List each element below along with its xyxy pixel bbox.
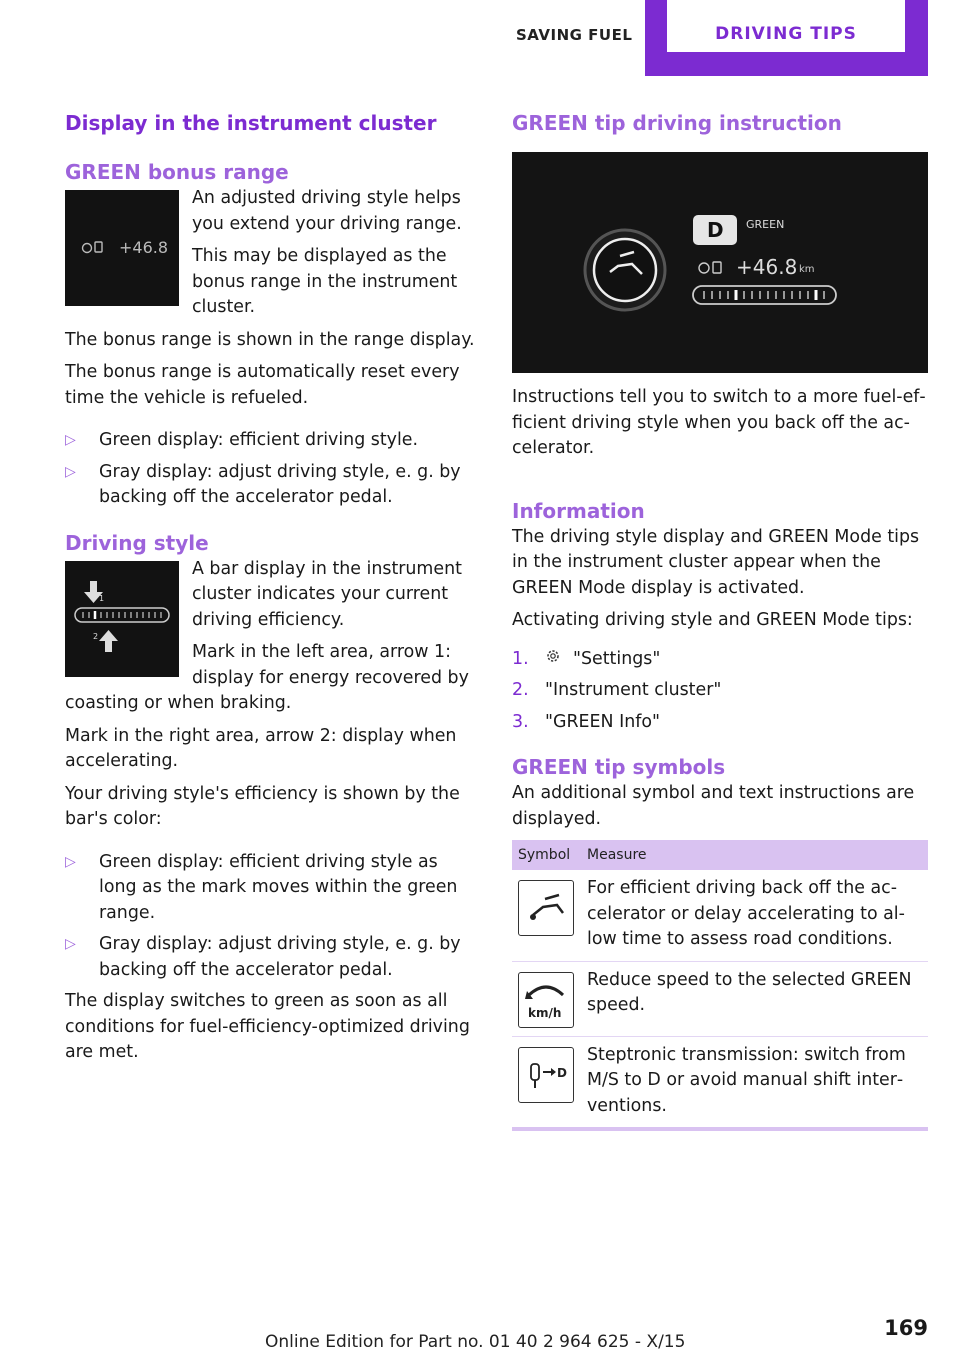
bonus-p3: The bonus range is shown in the range display. [65, 329, 475, 350]
bonus-range-image [65, 190, 179, 306]
symbols-heading: GREEN tip symbols [512, 755, 726, 779]
edition-text: Online Edition for Part no. 01 40 2 964 625 - X/15 [265, 1332, 686, 1352]
mode-label: GREEN [746, 218, 785, 231]
range-value: +46.8 [736, 255, 798, 279]
measure-text: Steptronic transmission: switch from M/S to D or avoid manual shift interventions. [581, 1036, 928, 1129]
triangle-bullet-icon: ▷ [65, 432, 76, 448]
arrow-1-label: 1 [99, 593, 105, 603]
range-unit: km [799, 264, 815, 275]
list-item: 1. "Settings" [512, 647, 928, 673]
driving-style-image [65, 561, 179, 677]
table-row [512, 870, 928, 961]
arrow-2-label: 2 [93, 631, 99, 641]
settings-gear-icon [545, 647, 563, 673]
triangle-bullet-icon: ▷ [65, 936, 76, 952]
speed-reduce-icon [518, 972, 574, 1028]
table-row [512, 1036, 928, 1129]
bonus-p1: An adjusted driving style helps you extend your driving range. [192, 188, 462, 234]
section-label: SAVING FUEL [516, 26, 633, 44]
measure-text: For efficient driving back off the accelerator or delay accelerating to allow time to assess road conditions. [581, 870, 928, 961]
symbols-paragraph: An additional symbol and text instructions are displayed. [512, 783, 915, 829]
green-tip-graphic [512, 152, 928, 373]
list-item: ▷ Gray display: adjust driving style, e. g. by backing off the accelerator pedal. [65, 934, 461, 980]
list-item: 2. "Instrument cluster" [512, 680, 722, 700]
triangle-bullet-icon: ▷ [65, 853, 76, 870]
symbols-table [512, 840, 928, 1131]
svg-text:km/h: km/h [528, 1005, 562, 1020]
gear-label: D [707, 218, 724, 242]
measure-text: Reduce speed to the selected GREEN speed. [581, 961, 928, 1036]
driving-p4: Your driving style's efficiency is shown by the bar's color: [65, 783, 460, 829]
driving-list [65, 850, 477, 984]
page-heading: Display in the instrument cluster [65, 111, 437, 135]
tip-paragraph: Instructions tell you to switch to a more fuel-efficient driving style when you back off the accelerator. [512, 387, 926, 458]
foot-pedal-icon [518, 880, 574, 936]
list-item: ▷ Green display: efficient driving style as long as the mark moves within the green range. [65, 851, 458, 923]
information-heading: Information [512, 498, 645, 523]
col-symbol-header: Symbol [512, 840, 581, 870]
driving-p2: Mark in the left area, arrow 1: display for energy recovered by coasting or when braking. [65, 642, 469, 713]
bonus-p4: The bonus range is automatically reset every time the vehicle is refueled. [65, 362, 460, 408]
driving-p5: The display switches to green as soon as all conditions for fuel-efficiency-optimized driving are met. [65, 991, 470, 1062]
list-item: ▷ Gray display: adjust driving style, e. g. by backing off the accelerator pedal. [65, 461, 461, 507]
svg-text:D: D [557, 1065, 567, 1080]
list-item: 3. "GREEN Info" [512, 711, 660, 732]
driving-style-graphic [65, 561, 179, 677]
left-column [65, 108, 477, 1073]
bonus-range-heading: GREEN bonus range [65, 160, 289, 184]
list-item: ▷ Green display: efficient driving style. [65, 428, 477, 454]
triangle-bullet-icon: ▷ [65, 463, 76, 480]
chapter-tab [645, 0, 928, 76]
info-p1: The driving style display and GREEN Mode tips in the instrument cluster appear when the GREEN Mode display is activated. [512, 526, 920, 598]
driving-p1: A bar display in the instrument cluster indicates your current driving efficiency. [192, 558, 462, 630]
green-tip-display-image [512, 152, 928, 373]
tip-heading: GREEN tip driving instruction [512, 111, 842, 135]
right-column [512, 108, 928, 1131]
chapter-label: DRIVING TIPS [715, 24, 857, 44]
driving-style-heading: Driving style [65, 530, 209, 555]
bonus-range-graphic [65, 190, 179, 306]
bonus-p2: This may be displayed as the bonus range in the instrument cluster. [192, 246, 458, 317]
info-p2: Activating driving style and GREEN Mode tips: [512, 610, 913, 630]
page-number: 169 [884, 1316, 928, 1340]
col-measure-header: Measure [581, 840, 928, 870]
bonus-value: +46.8 [119, 238, 169, 257]
activation-steps [512, 647, 928, 736]
gear-shift-icon [518, 1047, 574, 1103]
table-row [512, 961, 928, 1036]
bonus-list [65, 428, 477, 511]
driving-p3: Mark in the right area, arrow 2: display when accelerating. [65, 725, 457, 771]
